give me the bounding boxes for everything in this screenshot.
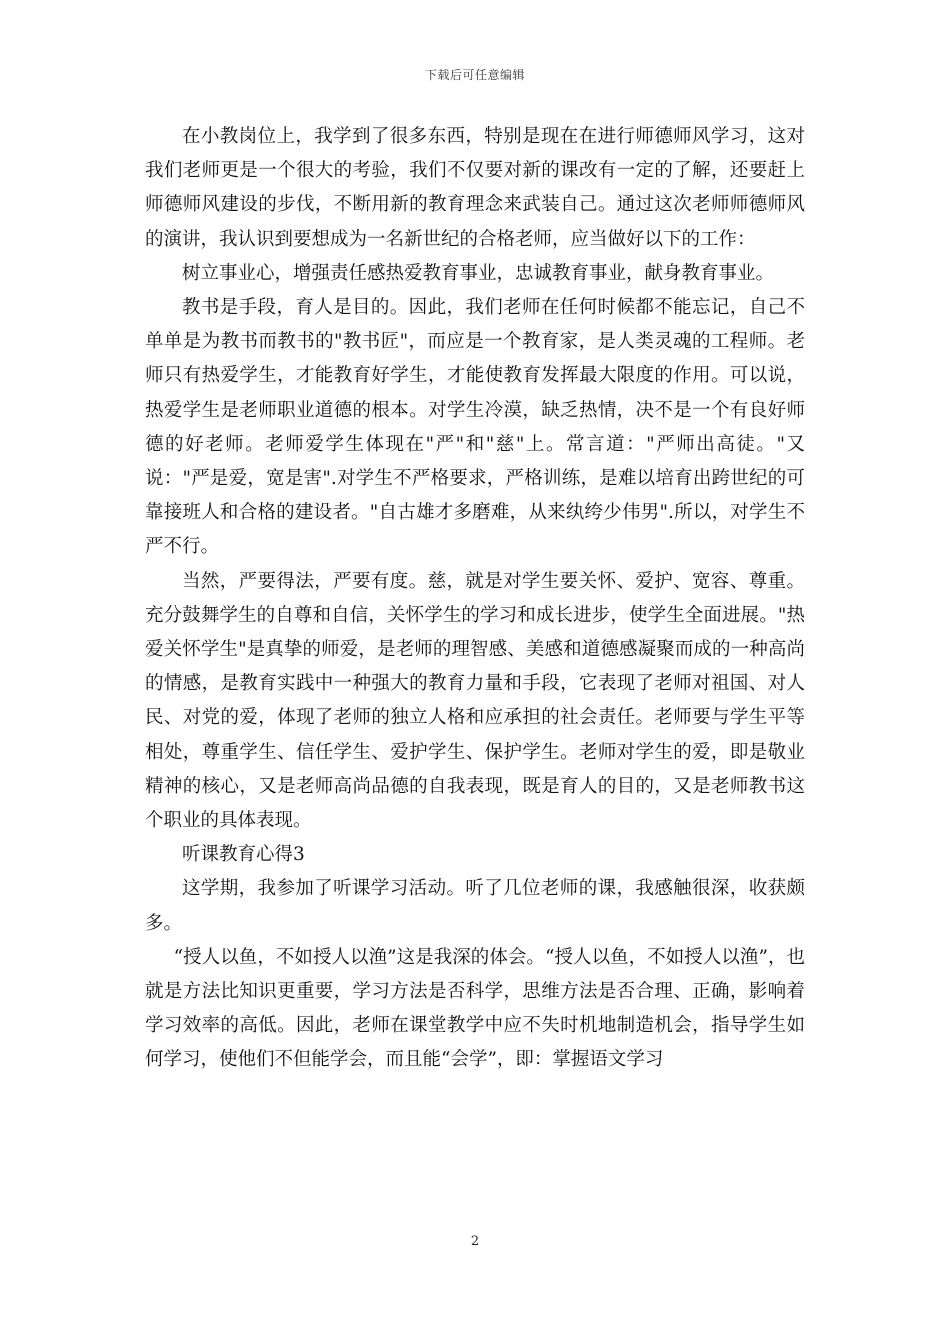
paragraph-5: 这学期，我参加了听课学习活动。听了几位老师的课，我感触很深，收获颇多。 [145,878,805,934]
paragraph-2: 树立事业心，增强责任感热爱教育事业，忠诚教育事业，献身教育事业。 [182,262,775,284]
section-heading: 听课教育心得3 [182,844,305,866]
paragraph-1: 在小教岗位上，我学到了很多东西，特别是现在在进行师德师风学习，这对我们老师更是一个很大的考验，我们不仅要对新的课改有一定的了解，还要赶上师德师风建设的步伐，不断用新的教育理念来武装自己。通过这次老师师德师风的演讲，我认识到要想成为一名新世纪的合格老师，应当做好以下的工作： [145,126,805,250]
paragraph-4: 当然，严要得法，严要有度。慈，就是对学生要关怀、爱护、宽容、尊重。充分鼓舞学生的自尊和自信，关怀学生的学习和成长进步，使学生全面进展。"热爱关怀学生"是真挚的师爱，是老师的理智感、美感和道德感凝聚而成的一种高尚的情感，是教育实践中一种强大的教育力量和手段，它表现了老师对祖国、对人民、对党的爱，体现了老师的独立人格和应承担的社会责任。老师要与学生平等相处，尊重学生、信任学生、爱护学生、保护学生。老师对学生的爱，即是敬业精神的核心，又是老师高尚品德的自我表现，既是育人的目的，又是老师教书这个职业的具体表现。 [145,570,805,832]
paragraph-3: 教书是手段，育人是目的。因此，我们老师在任何时候都不能忘记，自己不单单是为教书而教书的"教书匠"，而应是一个教育家，是人类灵魂的工程师。老师只有热爱学生，才能教育好学生，才能使教育发挥最大限度的作用。可以说，热爱学生是老师职业道德的根本。对学生冷漠，缺乏热情，决不是一个有良好师德的好老师。老师爱学生体现在"严"和"慈"上。常言道："严师出高徒。"又说："严是爱，宽是害".对学生不严格要求，严格训练，是难以培育出跨世纪的可靠接班人和合格的建设者。"自古雄才多磨难，从来纨绔少伟男".所以，对学生不严不行。 [145,297,805,558]
document-body [145,120,805,1078]
page-number: 2 [470,1234,480,1249]
paragraph-6: “授人以鱼，不如授人以渔”这是我深的体会。“授人以鱼，不如授人以渔”，也就是方法比知识更重要，学习方法是否科学，思维方法是否合理、正确，影响着学习效率的高低。因此，老师在课堂教学中应不失时机地制造机会，指导学生如何学习，使他们不但能学会，而且能“会学”，即：掌握语文学习 [145,946,805,1071]
page-header: 下载后可任意编辑 [424,68,525,82]
